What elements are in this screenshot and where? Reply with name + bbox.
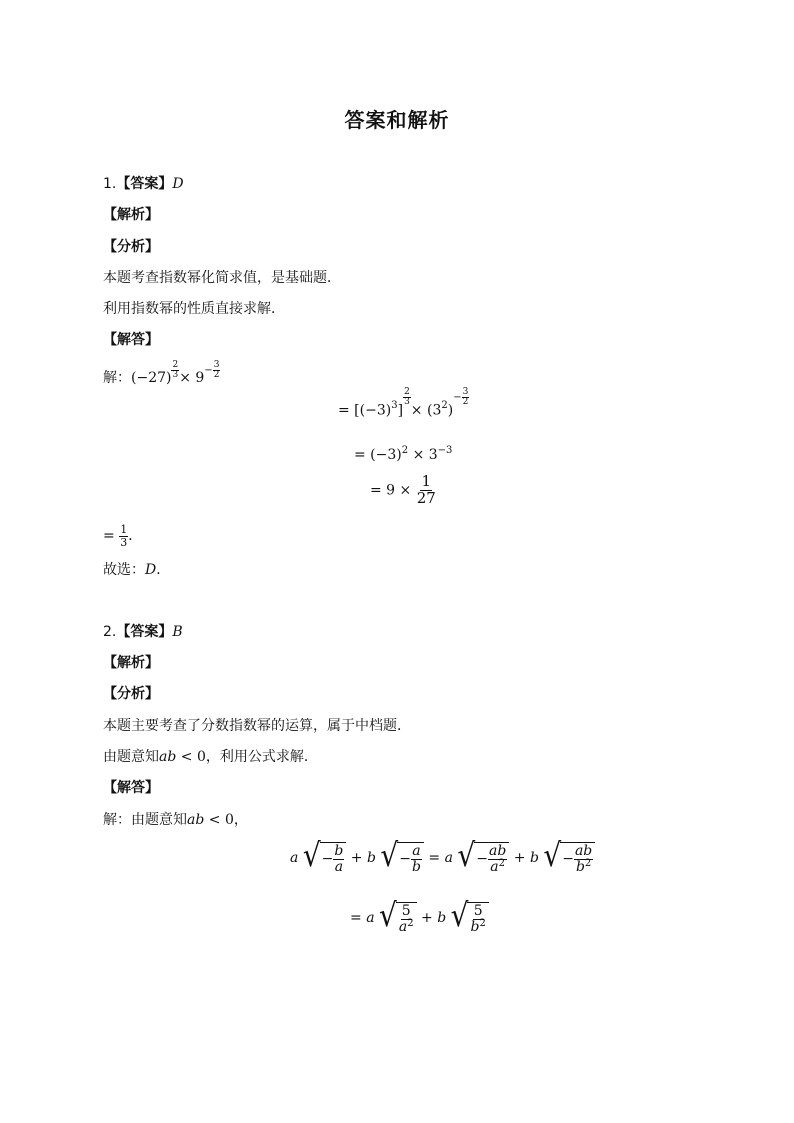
q1-step-1: = $[(-3)^3]$ $^{\frac{2}{3}}$ × $(3^2)^{- \frac{3}{2}}$ (338, 387, 469, 419)
q1-step-2: = $(-3)^2 \times 3^{-3}$ (354, 445, 453, 463)
q1-jieda-tag: 【解答】 (103, 332, 159, 348)
q1-fenxi-tag: 【分析】 (103, 239, 159, 255)
q2-step-1: a √ − $\frac{b}{a}$ + b √ − $\frac{a}{b}$ = a √ − $\frac{ab}{a^2}$ + b √ − $\frac{ab}{b^2}$ (290, 842, 595, 874)
q1-step-3: = 9 × $\frac{1}{27}$ (370, 472, 436, 507)
q1-fenxi-text-2: 利用指数幂的性质直接求解． (103, 301, 285, 317)
q1-number: 1. (103, 176, 117, 192)
q2-fenxi-text-2: 由题意知ab < 0，利用公式求解． (103, 749, 318, 765)
q1-fenxi-text-1: 本题考查指数幂化简求值，是基础题． (103, 270, 341, 286)
q2-fenxi-tag: 【分析】 (103, 686, 159, 702)
q2-number: 2. (103, 624, 117, 640)
q1-answer-line (103, 175, 184, 193)
page-title: 答案和解析 (344, 108, 450, 132)
q1-solution-prefix: 解： (103, 370, 131, 386)
q1-result: = $\frac{1}{3}$ ． (103, 523, 143, 549)
q2-analysis-tag: 【解析】 (103, 655, 159, 671)
q1-conclusion: 故选：D． (103, 562, 171, 578)
q2-answer-tag: 【答案】 (116, 624, 173, 640)
q2-step-2: = a √ $\frac{5}{a^2}$ + b √ $\frac{5}{b^2}$ (350, 902, 489, 934)
q1-conclusion-label: 故选： (103, 562, 145, 578)
q1-analysis-tag: 【解析】 (103, 207, 159, 223)
q2-jieda-tag: 【解答】 (103, 780, 159, 796)
q2-solution-start: 解：由题意知ab < 0， (103, 812, 248, 828)
q2-fenxi-text-1: 本题主要考查了分数指数幂的运算，属于中档题． (103, 718, 411, 734)
q1-solution-start (103, 359, 220, 389)
q2-answer-line (103, 623, 183, 641)
q2-answer-value: B (172, 624, 183, 640)
q1-answer-value: D (172, 176, 184, 192)
q1-conclusion-value: D (145, 562, 157, 578)
q1-expr-1: (−27) $^{\frac{2}{3}}$ × $9^{- \frac{3}{2}}$ (131, 359, 220, 386)
q1-answer-tag: 【答案】 (116, 176, 173, 192)
